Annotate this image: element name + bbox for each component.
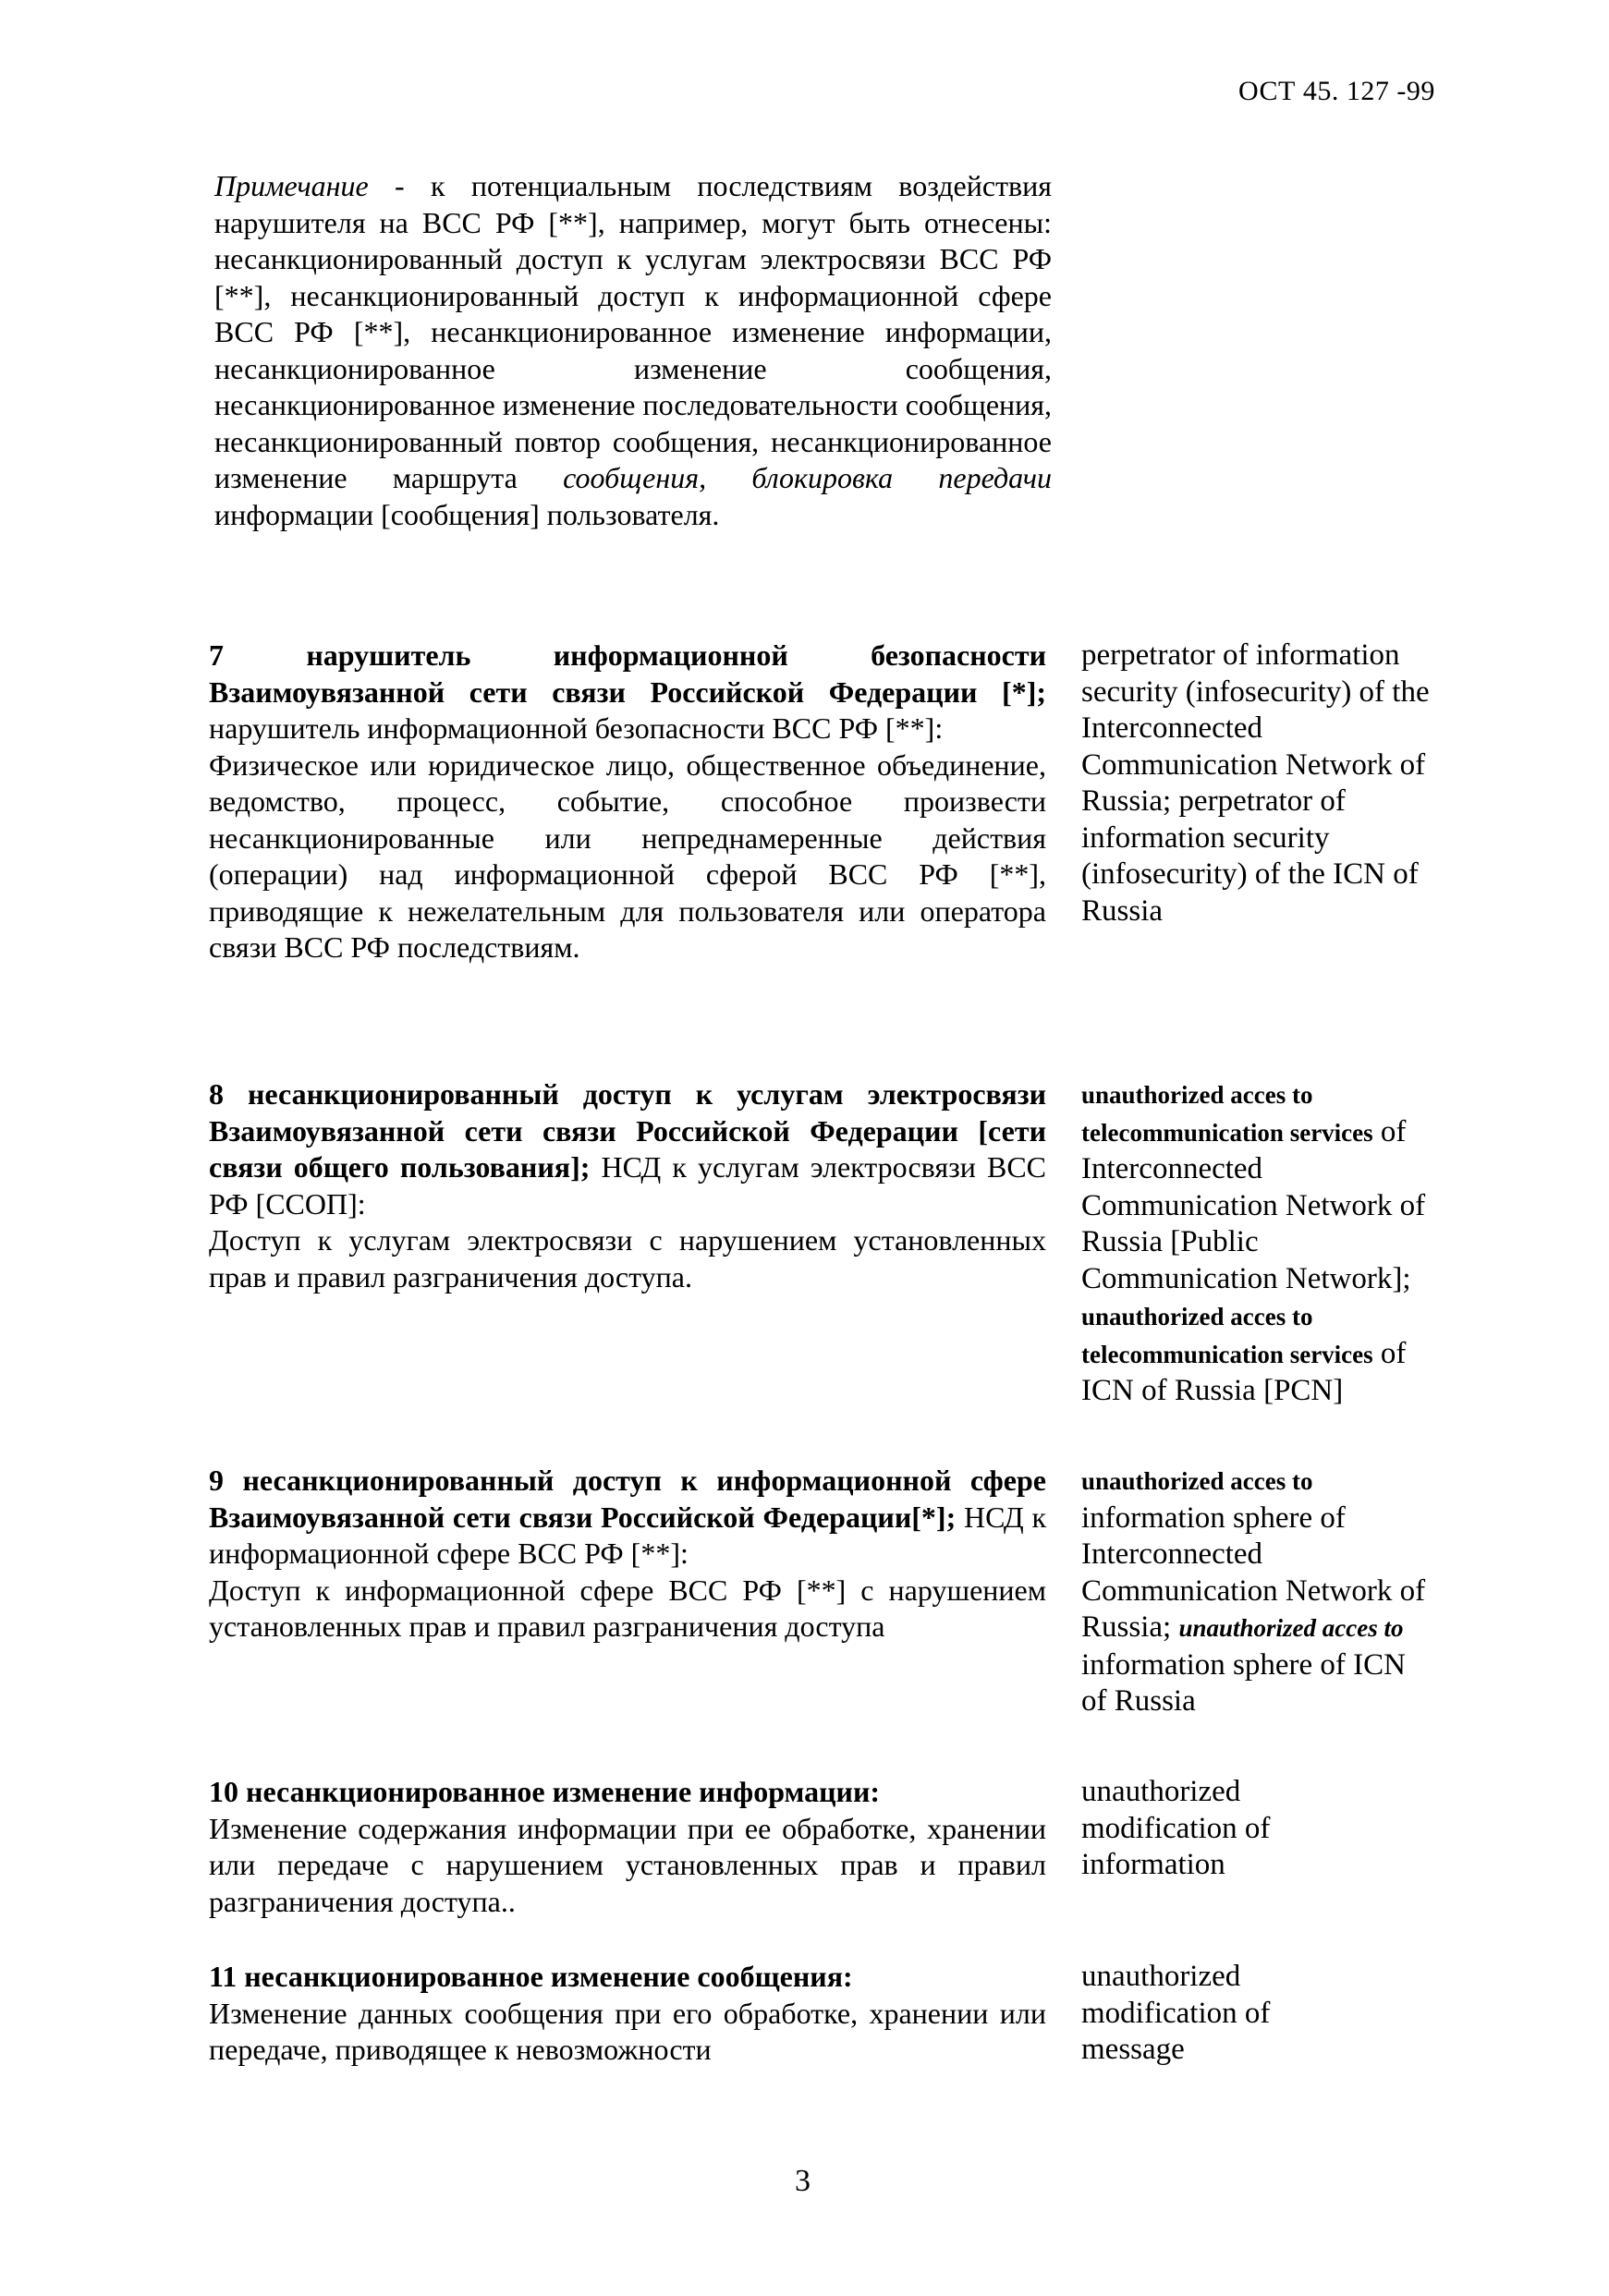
note-end: информации [сообщения] пользователя.	[214, 497, 720, 531]
term-9-english-1: information sphere of Interconnected Communication Network of Russia;	[1081, 1500, 1426, 1644]
term-10-english: unauthorized modification of information	[1081, 1775, 1271, 1881]
term-9-english-small-1: unauthorized acces to	[1081, 1467, 1313, 1495]
term-8-definition: Доступ к услугам электросвязи с нарушением установленных прав и правил разграничения доступа.	[209, 1223, 1046, 1294]
term-7-definition: Физическое или юридическое лицо, общественное объединение, ведомство, процесс, событие, способное произвести несанкционированные или непреднамеренные действия (операции) над информационной сферой ВСС РФ [**], приводящие к нежелательным для пользователя или оператора связи ВСС РФ последствиям.	[209, 747, 1046, 964]
document-code: ОСТ 45. 127 -99	[1238, 76, 1435, 106]
term-8-english-small-2: unauthorized acces to telecommunication services	[1081, 1303, 1373, 1368]
term-7-english: perpetrator of information security (infosecurity) of the Interconnected Communication Network of Russia; perpetrator of information security (infosecurity) of the ICN of Russia	[1081, 638, 1430, 928]
page-number: 3	[795, 2164, 811, 2198]
term-9-english	[1081, 1463, 1432, 1720]
term-9-entry	[209, 1463, 1046, 1646]
term-8-entry	[209, 1076, 1046, 1295]
term-7-short: нарушитель информационной безопасности ВСС РФ [**]:	[209, 711, 944, 745]
term-11-number: 11	[209, 1960, 238, 1993]
term-10-entry	[209, 1774, 1046, 1920]
term-9-number: 9	[209, 1464, 224, 1497]
note-paragraph	[214, 168, 1052, 533]
term-8-english	[1081, 1076, 1432, 1410]
term-8-english-1: of Interconnected Communication Network of Russia [Public Communication Network];	[1081, 1114, 1426, 1295]
term-11-entry	[209, 1959, 1046, 2069]
term-11-definition: Изменение данных сообщения при его обработке, хранении или передаче, приводящее к невозможности	[209, 1996, 1046, 2066]
term-10-definition: Изменение содержания информации при ее обработке, хранении или передаче с нарушением установленных прав и правил разграничения доступа..	[209, 1811, 1046, 1918]
term-11-english: unauthorized modification of message	[1081, 1960, 1271, 2066]
term-10-title: несанкционированное изменение информации:	[246, 1775, 881, 1808]
term-8-short: НСД к услугам электросвязи ВСС РФ [ССОП]:	[209, 1150, 1047, 1221]
term-9-definition: Доступ к информационной сфере ВСС РФ [**] с нарушением установленных прав и правил разграничения доступа	[209, 1573, 1046, 1643]
term-9-short: НСД к информационной сфере ВСС РФ [**]:	[209, 1500, 1047, 1570]
term-9-english-2: information sphere of ICN of Russia	[1081, 1647, 1406, 1718]
term-10-number: 10	[209, 1775, 238, 1808]
term-11-title: несанкционированное изменение сообщения:	[244, 1960, 853, 1993]
term-7-title: нарушитель информационной безопасности Взаимоувязанной сети связи Российской Федерации [*];	[209, 638, 1047, 709]
note-text: - к потенциальным последствиям воздействия нарушителя на ВСС РФ [**], например, могут быть отнесены: несанкционированный доступ к услугам электросвязи ВСС РФ [**], несанкционированный доступ к информационной сфере ВСС РФ [**], несанкционированное изменение информации, несанкционированное изменение сообщения, несанкционированное изменение последовательности сообщения, несанкционированный повтор сообщения, несанкционированное изменение маршрута	[214, 169, 1052, 494]
term-8-title: несанкционированный доступ к услугам электросвязи Взаимоувязанной сети связи Российской Федерации [сети связи общего пользования];	[209, 1077, 1046, 1184]
term-7-entry	[209, 638, 1046, 966]
term-8-number: 8	[209, 1077, 224, 1111]
term-9-title: несанкционированный доступ к информационной сфере Взаимоувязанной сети связи Российской Федерации[*];	[209, 1464, 1047, 1534]
term-8-english-2: of ICN of Russia [PCN]	[1081, 1336, 1407, 1407]
term-8-english-small-1: unauthorized acces to telecommunication services	[1081, 1081, 1373, 1147]
note-label: Примечание	[214, 169, 369, 202]
term-7-number: 7	[209, 638, 224, 672]
note-italic-tail: сообщения, блокировка передачи	[563, 461, 1052, 494]
term-9-english-small-2: unauthorized acces to	[1178, 1614, 1404, 1642]
